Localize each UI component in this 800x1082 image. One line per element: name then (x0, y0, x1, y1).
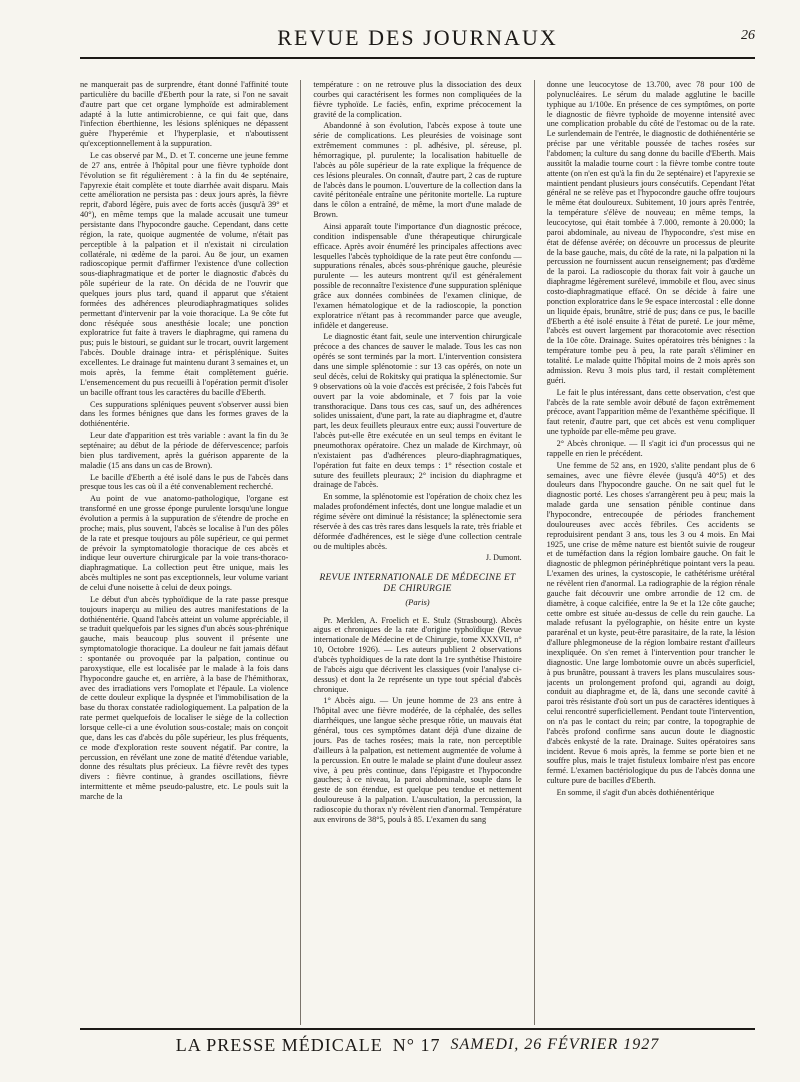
col1-paragraph: Au point de vue anatomo-pathologique, l'organe est transformé en une grosse éponge purulente lorsqu'une longue évolution a permis à la suppuration de s'étendre de proche en proche; mais, plus souvent, l'abcès se localise à l'un des pôles de la rate et presque toujours au pôle supérieur, ce qui permet de prévoir la symptomatologie thoracique de ces abcès et indique leur ouverture chirurgicale par la voie trans-thoraco-diaphragmatique. La collection peut être unique, mais les abcès multiples ne sont pas exceptionnels, leur volume variant de celui d'une noisette à celui de deux poings. (80, 494, 289, 592)
col1-paragraph: Le cas observé par M., D. et T. concerne une jeune femme de 27 ans, entrée à l'hôpital pour une fièvre typhoïde dont l'évolution se fit régulièrement : à la fin du 4e septénaire, l'apyrexie était complète et toute diarrhée avait disparu. Mais cette amélioration ne persista pas : deux jours après, la fièvre reprit, d'abord légère, puis avec de forts accès (jusqu'à 39° et 40°), en même temps que la malade accusait une tumeur persistante dans l'hypocondre gauche. Cependant, dans cette région, la rate, quoique augmentée de volume, n'était pas perceptible à la palpation et il n'existait ni circulation collatérale, ni œdème de la paroi. Au 8e jour, un examen radioscopique permit d'affirmer l'existence d'une collection sous-diaphragmatique et de porter le diagnostic d'abcès du pôle supérieur de la rate. On décida de ne l'ouvrir que quelques jours plus tard, quand il apparut que s'étaient formées des adhérences pleurodiaphragmatiques solides permettant d'intervenir par la voie thoracique. La 9e côte fut donc réséquée sous anesthésie locale; une ponction exploratrice fut faite à travers le diaphragme, qui ramena du pus; puis le bistouri, se guidant sur le trocart, ouvrit largement l'abcès. Double drainage intra- et périsplénique. Suites excellentes. Le drainage fut maintenu durant 3 semaines et, un mois après, la femme était complètement guérie. L'ensemencement du pus recueilli à l'opération permit d'isoler un bacille offrant tous les caractères du bacille d'Eberth. (80, 151, 289, 397)
text-columns (80, 80, 755, 1025)
journal-subsection-title: REVUE INTERNATIONALE DE MÉDECINE ET DE CHIRURGIE (319, 573, 516, 595)
col3-paragraph: 2° Abcès chronique. — Il s'agit ici d'un processus qui ne rappelle en rien le précédent. (546, 438, 755, 458)
column-2 (313, 80, 521, 1025)
page-header (80, 25, 755, 59)
column-1 (80, 80, 288, 1025)
col3-paragraph: En somme, il s'agit d'un abcès dothiénentérique (556, 788, 715, 798)
footer-journal: LA PRESSE MÉDICALE (175, 1034, 383, 1055)
col3-paragraph: donne une leucocytose de 13.700, avec 78 pour 100 de polynucléaires. Le sérum du malade agglutine le bacille typhique au 1/100e. En présence de ces symptômes, on porte le diagnostic de fièvre typhoïde de moyenne intensité avec une complication probable du côté de l'estomac ou de la rate. Le surlendemain de l'entrée, le diagnostic de dothiénentérie se précise par une véritable poussée de taches rosées sur l'abdomen; la culture du sang donne du bacille d'Eberth. Mais aussitôt la maladie tourne court : la fièvre tombe contre toute attente (on n'en est qu'à la fin du 2e septénaire) et l'apyrexie se maintient pendant plusieurs jours consécutifs. Cependant l'état général ne se relève pas et l'hypocondre gauche offre toujours le même état douloureux. Subitement, 10 jours après l'entrée, la température s'élève de nouveau; en même temps, la leucocytose, qui était tombée à 7.000, remonte à 20.000; la paroi abdominale, au niveau de l'hypocondre, s'est mise en état de défense avérée; on découvre un processus de pleurite de la base gauche, mais, du côté de la rate, ni la palpation ni la percussion ne fournissent aucun renseignement; pas d'œdème de la paroi. La radioscopie du thorax fait voir à gauche un diaphragme légèrement surélevé, immobile et flou, avec sinus costo-diaphragmatique effacé. On se décide à faire une ponction exploratrice dans le 9e espace intercostal : elle donne un liquide épais, brunâtre, strié de pus; dans ce pus, le bacille d'Eberth a été isolé ensuite à l'état de pureté. Le jour même, l'abcès est ouvert largement par thoracotomie avec résection de la 10e côte. Drainage. Suites opératoires très bénignes : la température tombe peu à peu, la rate paraît s'éliminer en totalité. Le malade quitte l'hôpital moins de 2 mois après son admission. Revu 3 mois plus tard, il restait complètement guéri. (546, 80, 755, 385)
col3-paragraph: Le fait le plus intéressant, dans cette observation, c'est que l'abcès de la rate semble avoir débuté de façon extrêmement précoce, avant l'apparition même de l'exanthème spécifique. Il faut retenir, d'autre part, que cet abcès est venu compliquer une typhoïde par elle-même peu grave. (546, 387, 755, 437)
column-3 (547, 80, 755, 1025)
col1-paragraph: ne manquerait pas de surprendre, étant donné l'affinité toute particulière du bacille d'Eberth pour la rate, si l'on ne savait d'autre part que cet organe lymphoïde est admirablement adapté à la lutte antimicrobienne, ce qui fait que, dans l'infection éberthienne, les lésions spléniques ne dépassent guère l'hyperémie et l'hyperplasie, et n'aboutissent qu'exceptionnellement à la suppuration. (80, 80, 289, 149)
col1-paragraph: Leur date d'apparition est très variable : avant la fin du 3e septénaire; au début de la période de défervescence; parfois bien plus tardivement, après la guérison apparente de la maladie (15 ans dans un cas de Brown). (80, 431, 289, 470)
col2-paragraph: En somme, la splénotomie est l'opération de choix chez les malades profondément infectés, dont une longue maladie et un régime sévère ont diminué la résistance; la splénectomie sera réservée à des cas très rares dans lesquels la rate, très friable et déformée d'adhérences, est le siège d'une collection centrale ou de multiples abcès. (313, 492, 522, 551)
journal-subsection-city: (Paris) (405, 597, 430, 608)
col2-paragraph: température : on ne retrouve plus la dissociation des deux courbes qui caractérisent les formes non compliquées de la fièvre typhoïde. Le faciès, enfin, exprime précocement la gravité de la complication. (313, 80, 522, 119)
page-number: 26 (741, 28, 755, 43)
col2-paragraph: Pr. Merklen, A. Froelich et E. Stulz (Strasbourg). Abcès aigus et chroniques de la rate d'origine typhoïdique (Revue internationale de Médecine et de Chirurgie, tome XXXVII, n° 10, Octobre 1926). — Les auteurs publient 2 observations d'abcès typhoïdiques de la rate dont la 1re synthétise l'histoire de l'abcès aigu que décrivent les classiques (voir l'analyse ci-dessus) et dont la 2e représente un type tout spécial d'abcès chronique. (313, 615, 522, 694)
col1-paragraph: Ces suppurations spléniques peuvent s'observer aussi bien dans les formes bénignes que dans les formes graves de la dothiénentérie. (80, 399, 289, 429)
col2-paragraph: 1° Abcès aigu. — Un jeune homme de 23 ans entre à l'hôpital avec une fièvre modérée, de la céphalée, des selles diarrhéiques, une langue sèche presque rôtie, un mauvais état général, tous ces symptômes datant déjà d'une dizaine de jours. Pas de taches rosées; mais la rate, non perceptible d'ailleurs à la palpation, est nettement augmentée de volume à la percussion. En outre le malade se plaint d'une douleur assez vive, à peu près continue, dans l'épigastre et l'hypocondre gauches; à ce niveau, la paroi abdominale, souple dans le geste de son étendue, est quelque peu tendue et nettement douloureuse à la palpation. L'auscultation, la percussion, la radioscopie du thorax n'y révèlent rien d'anormal. Température aux environs de 38°5, pouls à 85. L'examen du sang (313, 696, 522, 824)
journal-section-title: REVUE DES JOURNAUX (277, 25, 558, 50)
footer-issue: N° 17 (392, 1034, 441, 1055)
col1-paragraph: Le bacille d'Eberth a été isolé dans le pus de l'abcès dans presque tous les cas où il a été convenablement recherché. (80, 472, 289, 492)
col2-paragraph: Le diagnostic étant fait, seule une intervention chirurgicale précoce a des chances de sauver le malade. Tous les cas non opérés se sont terminés par la mort. L'intervention consistera dans une simple splénotomie : sur 13 cas opérés, on note un seul décès, celui de Rokitsky qui pratiqua la splénectomie. Sur 9 observations où la voie d'accès est précisée, 2 fois l'abcès fut ouvert par la voie abdominale, et 7 fois par la voie transthoracique. Dans tous ces cas, sauf un, des adhérences solides unissaient, d'une part, la rate au diaphragme et, d'autre part, les deux feuillets pleuraux entre eux; aussi l'ouverture de l'abcès put-elle être exécutée en un seul temps en évitant le pneumothorax opératoire. Chez un malade de Kirchmayr, où n'existaient pas d'adhérences pleuro-diaphragmatiques, l'opération fut faite en deux temps : 1° résection costale et suture des feuillets pleuraux; 2° incision du diaphragme et drainage de l'abcès. (313, 332, 522, 490)
col2-paragraph: Ainsi apparaît toute l'importance d'un diagnostic précoce, condition indispensable d'une thérapeutique chirurgicale efficace. Après avoir énuméré les principales affections avec lesquelles l'abcès typhoïdique de la rate peut être confondu — suppurations rénales, abcès sous-phrénique gauche, pleurésie purulente — les auteurs montrent qu'il est généralement possible de reconnaître l'existence d'une suppuration splénique grâce aux données combinées de l'examen clinique, de l'examen hématologique et de la radioscopie, la ponction exploratrice n'étant pas à recommander parce que aveugle, infidèle et dangereuse. (313, 222, 522, 330)
author-signature: J. Dumont. (485, 553, 522, 563)
column-separator (300, 80, 301, 1025)
col1-paragraph: Le début d'un abcès typhoïdique de la rate passe presque toujours inaperçu au milieu des autres manifestations de la dothiénentérie. Quand l'abcès atteint un volume appréciable, il se traduit quelquefois par les signes d'un abcès sous-phrénique gauche, mais beaucoup plus souvent il présente une symptomatologie thoracique. La douleur ne fait jamais défaut : spontanée ou provoquée par la palpation, continue ou paroxystique, elle est localisée par le malade à la fois dans l'hypocondre gauche et, en arrière, à la base de l'hémithorax, avec des irradiations vers l'omoplate et l'épaule. La violence de cette douleur explique la dyspnée et l'immobilisation de la base du thorax constatée radiologiquement. La palpation de la rate permet quelquefois de localiser le siège de la collection lorsque celle-ci a une évolution sous-costale; mais on conçoit que, dans les cas d'abcès du pôle supérieur, les plus fréquents, ce mode d'exploration reste souvent négatif. Par contre, la percussion, en révélant une zone de matité d'étendue variable, donne des résultats plus précieux. La fièvre revêt des types divers : fièvre continue, à grandes oscillations, fièvre intermittente et même pseudo-palustre, etc. Le pouls suit la marche de la (80, 594, 289, 802)
footer-date: SAMEDI, 26 FÉVRIER 1927 (450, 1036, 660, 1053)
col3-paragraph: Une femme de 52 ans, en 1920, s'alite pendant plus de 6 semaines, avec une fièvre élevée (jusqu'à 40°5) et des douleurs dans l'hypocondre gauche. On ne sait quel fut le diagnostic porté. Les choses s'arrangèrent peu à peu; mais la malade garda une sensation pénible continue dans l'hypocondre, entrecoupée de périodes franchement douloureuses avec accès fébriles. Ces accidents se reproduisirent pendant 3 ans, tous les 3 ou 4 mois. En Mai 1925, une crise de même nature est bientôt suivie de rougeur et de tuméfaction dans la région lombaire gauche. On fait le diagnostic de phlegmon périnéphrétique pointant vers la peau. L'examen des urines, la cystoscopie, le cathétérisme urétéral ne révèlent rien d'anormal. La radiographie de la région rénale gauche fait découvrir une ombre arrondie de 12 cm. de diamètre, à coque calcifiée, entre la 9e et la 12e côte gauche; cette ombre est située au-dessus de celle du rein gauche. La malade refusant la pyélographie, on hésite entre un kyste pararénal et un kyste, peut-être parasitaire, de la rate, la lésion d'allure phlegmoneuse de la région lombaire restant d'ailleurs inexpliquée. On s'en remet à l'intervention pour trancher le diagnostic. Une large lombotomie ouvre un abcès superficiel, à pus brunâtre, poussant à travers les plans musculaires sous-jacents un prolongement profond qui, agrandi au doigt, conduit au diaphragme et, de là, dans une seconde cavité à paroi très résistante d'où sort un pus de caractères identiques à celui rencontré superficiellement. Pendant toute l'intervention, on n'a pas le contact du rein; par contre, la topographie de l'abcès profond confirme sans aucun doute le diagnostic d'abcès enkysté de la rate. Drainage. Suites opératoires sans incident. Revue 6 mois après, la femme se porte bien et ne souffre plus, mais le trajet fistuleux lombaire n'est pas encore fermé. L'examen bactériologique du pus de l'abcès donna une culture pure de bacilles d'Eberth. (546, 460, 755, 786)
page-footer (80, 1028, 755, 1060)
column-separator (534, 80, 535, 1025)
col2-paragraph: Abandonné à son évolution, l'abcès expose à toute une série de complications. Les pleurésies de voisinage sont extrêmement communes : pl. adhésive, pl. séreuse, pl. hémorragique, pl. purulente; la localisation habituelle de l'abcès au pôle supérieur de la rate explique la fréquence de ces lésions pleurales. On connaît, d'autre part, 2 cas de rupture de l'abcès dans le poumon. L'ouverture de la collection dans la cavité péritonéale entraîne une péritonite mortelle. La rupture dans le côlon a entraîné, de même, la mort d'une malade de Brown. (313, 121, 522, 220)
